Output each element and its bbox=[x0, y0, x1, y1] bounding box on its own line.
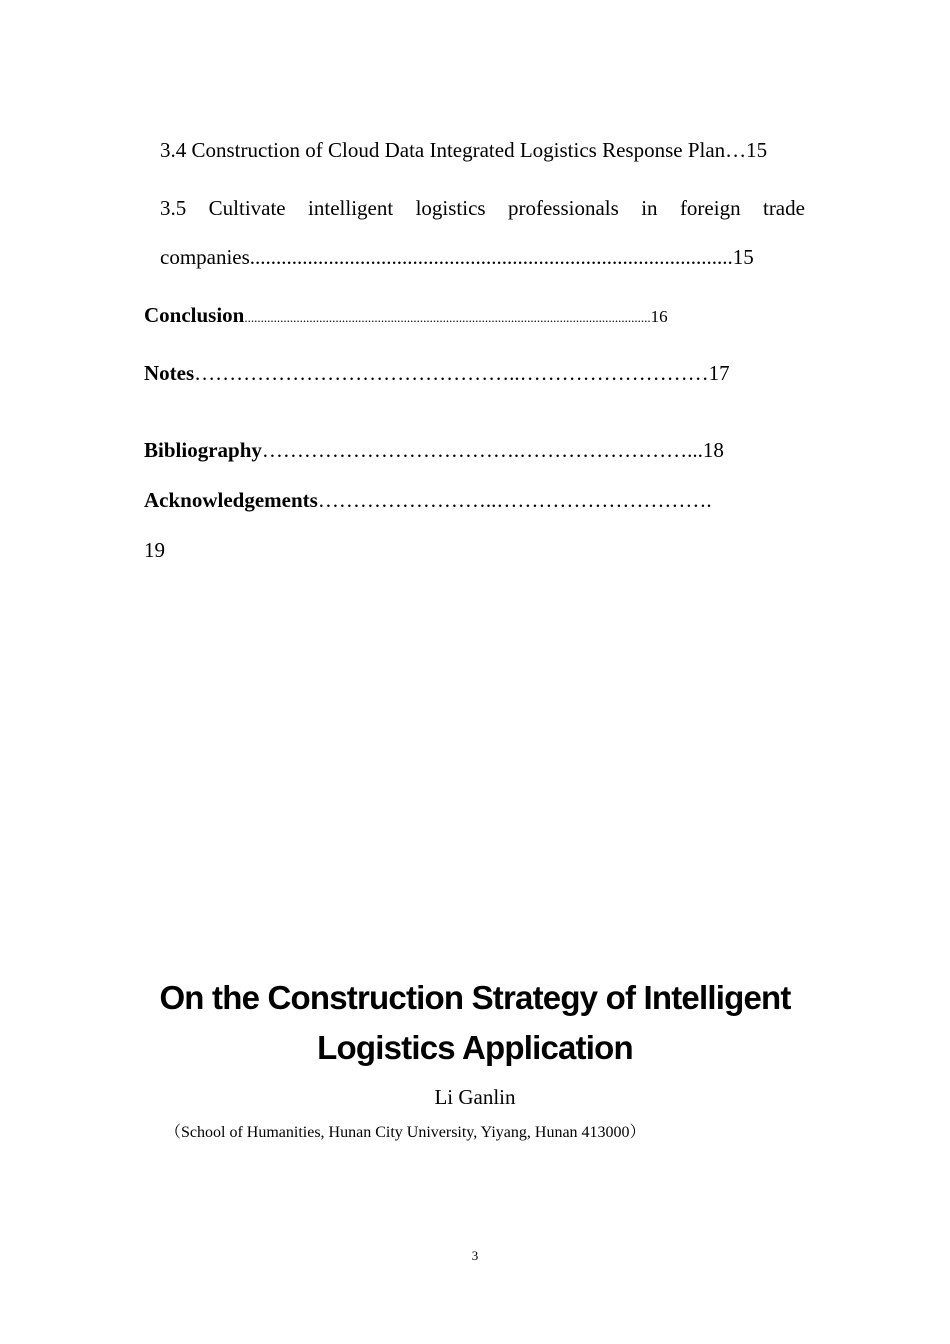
toc-entry-3-5-line1 bbox=[160, 196, 805, 220]
toc-word: intelligent bbox=[308, 196, 394, 220]
toc-word: 3.5 bbox=[160, 196, 187, 220]
toc-notes-label: Notes bbox=[144, 361, 195, 385]
toc-word: trade bbox=[762, 196, 805, 220]
toc-entry-3-4 bbox=[160, 138, 805, 162]
toc-bibliography-label: Bibliography bbox=[144, 438, 262, 462]
toc-word: in bbox=[641, 196, 658, 220]
toc-acknowledgements-label: Acknowledgements bbox=[144, 488, 318, 512]
article-affiliation: （School of Humanities, Hunan City University, Yiyang, Hunan 413000） bbox=[165, 1124, 646, 1141]
toc-entry-3-5-continuation: companies............................................................................................15 bbox=[160, 245, 754, 269]
toc-word: logistics bbox=[415, 196, 486, 220]
toc-entry-3-5-line2 bbox=[160, 245, 805, 269]
toc-word: foreign bbox=[679, 196, 741, 220]
article-title-line1: On the Construction Strategy of Intelligent bbox=[159, 979, 791, 1016]
toc-acknowledgements-page-line bbox=[144, 538, 165, 562]
toc-word: Cultivate bbox=[208, 196, 286, 220]
toc-word: professionals bbox=[507, 196, 619, 220]
toc-bibliography-page: 18 bbox=[702, 438, 724, 462]
toc-conclusion-page: 16 bbox=[650, 307, 668, 326]
toc-entry-notes bbox=[144, 361, 730, 385]
toc-entry-acknowledgements bbox=[144, 488, 712, 512]
toc-notes-dots: ………………………………………..……………………… bbox=[194, 361, 709, 385]
toc-acknowledgements-dots: ……………………..…………………………. bbox=[317, 488, 712, 512]
toc-entry-3-4-text: 3.4 Construction of Cloud Data Integrated Logistics Response Plan…15 bbox=[160, 138, 768, 162]
article-author: Li Ganlin bbox=[434, 1085, 516, 1109]
toc-entry-bibliography bbox=[144, 438, 724, 462]
toc-bibliography-dots: ……………………………….……………………... bbox=[261, 438, 703, 462]
article-title-line2: Logistics Application bbox=[317, 1029, 633, 1066]
toc-acknowledgements-page: 19 bbox=[144, 538, 165, 562]
page-number: 3 bbox=[471, 1248, 479, 1263]
toc-conclusion-label: Conclusion bbox=[144, 303, 245, 327]
toc-entry-conclusion bbox=[144, 303, 806, 330]
toc-notes-page: 17 bbox=[708, 361, 730, 385]
toc-conclusion-dots: ............................................................................................................................. bbox=[244, 310, 651, 325]
